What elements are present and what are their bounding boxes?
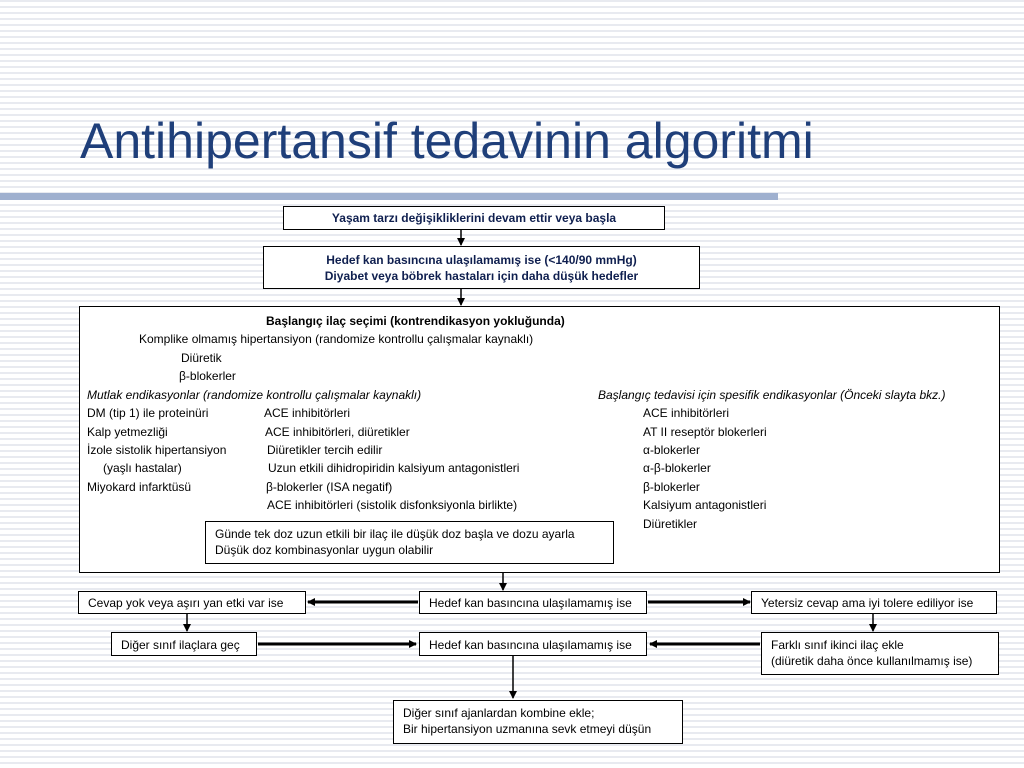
referral-line: Bir hipertansiyon uzmanına sevk etmeyi düşün bbox=[403, 722, 652, 736]
specific-indications-header: Başlangıç tedavisi için spesifik endikasyonlar (Önceki slayta bkz.) bbox=[598, 388, 946, 402]
condition-dm: DM (tip 1) ile proteinüri bbox=[87, 406, 209, 420]
no-response-box bbox=[78, 591, 306, 614]
step1-text: Yaşam tarzı değişikliklerini devam ettir veya başla bbox=[331, 211, 617, 225]
goal-not-reached-box-2 bbox=[419, 632, 647, 656]
inadequate-response-box bbox=[751, 591, 997, 614]
switch-class-box bbox=[111, 632, 257, 656]
condition-elderly: (yaşlı hastalar) bbox=[103, 461, 182, 475]
specific-drug-diuretics: Diüretikler bbox=[643, 517, 698, 531]
add-second-drug-line1: Farklı sınıf ikinci ilaç ekle bbox=[771, 638, 904, 652]
treatment-isolated-systolic: Diüretikler tercih edilir bbox=[267, 443, 383, 457]
initial-selection-heading: Başlangıç ilaç seçimi (kontrendikasyon yokluğunda) bbox=[266, 314, 565, 328]
specific-drug-beta: β-blokerler bbox=[643, 480, 700, 494]
goal-not-reached-text-1: Hedef kan basıncına ulaşılamamış ise bbox=[429, 596, 632, 610]
combination-referral-box bbox=[393, 700, 683, 744]
treatment-mi-ace: ACE inhibitörleri (sistolik disfonksiyonla birlikte) bbox=[267, 498, 518, 512]
step2-line1: Hedef kan basıncına ulaşılamamış ise (<140/90 mmHg) bbox=[326, 253, 637, 267]
combination-line: Diğer sınıf ajanlardan kombine ekle; bbox=[403, 706, 595, 720]
beta-blockers-label: β-blokerler bbox=[179, 369, 236, 383]
treatment-dm: ACE inhibitörleri bbox=[264, 406, 351, 420]
add-second-drug-box bbox=[761, 632, 999, 675]
treatment-heart-failure: ACE inhibitörleri, diüretikler bbox=[265, 425, 410, 439]
condition-heart-failure: Kalp yetmezliği bbox=[87, 425, 168, 439]
step1-box bbox=[283, 206, 665, 230]
treatment-mi-beta: β-blokerler (ISA negatif) bbox=[266, 480, 393, 494]
goal-not-reached-text-2: Hedef kan basıncına ulaşılamamış ise bbox=[429, 638, 632, 652]
specific-drug-arb: AT II reseptör blokerleri bbox=[643, 425, 767, 439]
uncomplicated-label: Komplike olmamış hipertansiyon (randomize kontrollu çalışmalar kaynaklı) bbox=[139, 332, 534, 346]
step2-box bbox=[263, 246, 700, 289]
switch-class-text: Diğer sınıf ilaçlara geç bbox=[121, 638, 240, 652]
absolute-indications-header: Mutlak endikasyonlar (randomize kontrollu çalışmalar kaynaklı) bbox=[87, 388, 422, 402]
condition-isolated-systolic: İzole sistolik hipertansiyon bbox=[87, 443, 227, 457]
no-response-text: Cevap yok veya aşırı yan etki var ise bbox=[88, 596, 284, 610]
specific-drug-alpha: α-blokerler bbox=[643, 443, 700, 457]
treatment-elderly: Uzun etkili dihidropiridin kalsiyum antagonistleri bbox=[268, 461, 520, 475]
dosing-note-line2: Düşük doz kombinasyonlar uygun olabilir bbox=[215, 543, 434, 557]
slide-title: Antihipertansif tedavinin algoritmi bbox=[80, 113, 814, 169]
goal-not-reached-box-1 bbox=[419, 591, 647, 614]
inadequate-response-text: Yetersiz cevap ama iyi tolere ediliyor ise bbox=[761, 596, 974, 610]
dosing-note-box bbox=[205, 521, 614, 564]
add-second-drug-line2: (diüretik daha önce kullanılmamış ise) bbox=[771, 654, 973, 668]
specific-drug-calcium: Kalsiyum antagonistleri bbox=[643, 498, 767, 512]
diuretic-label: Diüretik bbox=[181, 351, 222, 365]
condition-mi: Miyokard infarktüsü bbox=[87, 480, 192, 494]
step2-line2: Diyabet veya böbrek hastaları için daha düşük hedefler bbox=[324, 269, 639, 283]
dosing-note-line1: Günde tek doz uzun etkili bir ilaç ile düşük doz başla ve dozu ayarla bbox=[215, 527, 575, 541]
specific-drug-ace: ACE inhibitörleri bbox=[643, 406, 730, 420]
specific-drug-alpha-beta: α-β-blokerler bbox=[643, 461, 711, 475]
